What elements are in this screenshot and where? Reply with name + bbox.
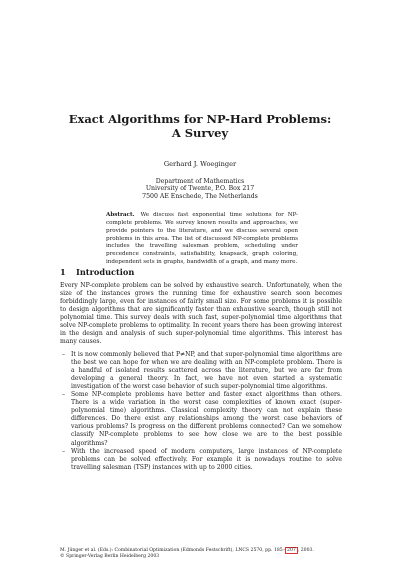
bullet-dash: – xyxy=(62,351,66,358)
bullet-dash: – xyxy=(62,447,66,455)
list-item xyxy=(60,351,342,391)
paper-title-line-1: Exact Algorithms for NP-Hard Problems: xyxy=(68,112,332,126)
intro-paragraph: Every NP-complete problem can be solved by exhaustive search. Unfortunately, when the size of the instances grows the running time for exhaustive search soon becomes forbiddingly large, even for instances of fairly small size. For some problems it is possible to design algorithms that are significantly faster than exhaustive search, though still not polynomial time. This survey deals with such fast, super-polynomial time algorithms that solve NP-complete problems to optimality. In recent years there has been growing interest in the design and analysis of such super-polynomial time algorithms. This interest has many causes. xyxy=(60,282,342,346)
list-item-text: It is now commonly believed that P≠NP, and that super-polynomial time algorithms are the best we can hope for when we are dealing with an NP-complete problem. There is a handful of isolated results scattered across the literature, but we are far from developing a general theory. In fact, we have not even started a systematic investigation of the worst case behavior of such super-polynomial time algorithms. xyxy=(71,351,342,391)
section-number: 1 xyxy=(60,267,66,277)
abstract-label: Abstract. xyxy=(106,212,135,218)
affiliation-line-2: University of Twente, P.O. Box 217 xyxy=(145,185,255,192)
abstract-text: We discuss fast exponential time solutions for NP-complete problems. We survey known results and approaches, we provide pointers to the literature, and we discuss several open problems in this area. The list of discussed NP-complete problems includes the travelling salesman problem, scheduling under precedence constraints, satisfiability, knapsack, graph coloring, independent sets in graphs, bandwidth of a graph, and many more. xyxy=(106,212,298,266)
list-item-text: With the increased speed of modern computers, large instances of NP-complete problems can be solved effectively. For example it is nowadays routine to solve travelling salesman (TSP) instances with up to 2000 cities. xyxy=(71,447,342,471)
paper-title-line-2: A Survey xyxy=(171,126,229,140)
affiliation-line-3: 7500 AE Enschede, The Netherlands xyxy=(142,193,258,200)
bullet-dash: – xyxy=(62,391,66,399)
citation-year: , 2003. xyxy=(297,548,314,553)
citation-text: M. Jünger et al. (Eds.): Combinatorial Optimization (Edmonds Festschrift), LNCS 2570, pp. 185– xyxy=(60,548,286,553)
list-item-text: Some NP-complete problems have better and faster exact algorithms than others. There is a wide variation in the worst case complexities of known exact (super-polynomial time) algorithms. Classical complexity theory can not explain these differences. Do there exist any relationships among the worst case behaviors of various problems? Is progress on the different problems connected? Can we somehow classify NP-complete problems to see how close we are to the best possible algorithms? xyxy=(71,391,342,447)
list-item xyxy=(60,448,342,472)
affiliation-line-1: Department of Mathematics xyxy=(155,178,245,185)
abstract xyxy=(106,212,298,267)
section-heading xyxy=(60,267,134,277)
author-name: Gerhard J. Woeginger xyxy=(163,160,237,168)
bullet-list xyxy=(60,351,342,472)
list-item xyxy=(60,391,342,447)
footer-citation xyxy=(60,548,342,560)
copyright-line: © Springer-Verlag Berlin Heidelberg 2003 xyxy=(60,553,160,559)
section-title: Introduction xyxy=(76,267,135,277)
citation-page-link[interactable]: 207 xyxy=(287,548,296,553)
